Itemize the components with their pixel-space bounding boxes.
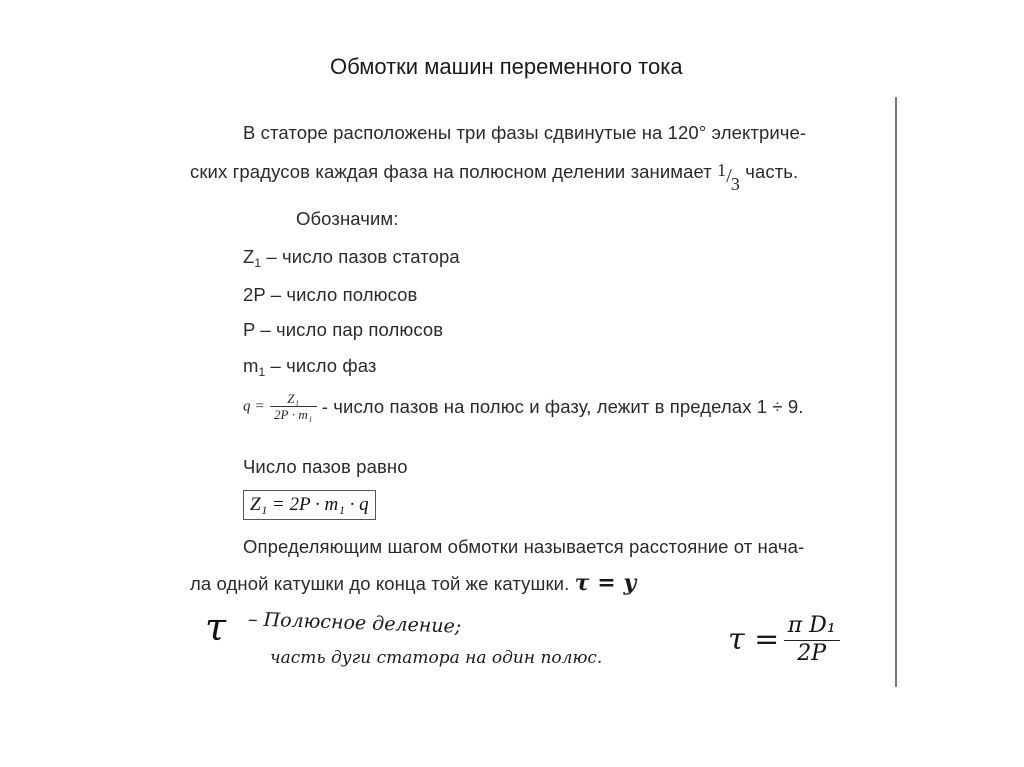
handwritten-arc-part: часть дуги статора на один полюс. — [270, 648, 603, 668]
tau-formula-numerator: π D₁ — [784, 612, 840, 641]
def-z1 — [243, 246, 460, 270]
q-denominator: 2P · m₁ — [273, 407, 313, 422]
q-description: - число пазов на полюс и фазу, лежит в пределах 1 ÷ 9. — [321, 396, 804, 417]
para1-line2-end: часть. — [745, 161, 799, 182]
handwritten-tau-equals-y: τ = y — [574, 570, 637, 596]
m1-text: – число фаз — [265, 355, 377, 376]
def-p: P – число пар полюсов — [243, 319, 444, 340]
page-edge-line — [895, 97, 897, 687]
def-2p: 2P – число полюсов — [243, 284, 418, 305]
handwritten-tau-formula — [728, 612, 840, 667]
tau-formula-lhs: τ = — [728, 622, 780, 657]
one-third-fraction: 1/3 — [717, 160, 740, 194]
pitch-line1: Определяющим шагом обмотки называется расстояние от нача- — [243, 536, 805, 557]
tau-formula-fraction — [784, 612, 840, 667]
slots-label: Число пазов равно — [243, 456, 408, 477]
z1-symbol: Z — [243, 246, 255, 267]
para1-line1: В статоре расположены три фазы сдвинутые на 120° электриче- — [243, 122, 807, 143]
para1-line2-text: ских градусов каждая фаза на полюсном делении занимает — [190, 161, 712, 182]
q-definition — [243, 392, 804, 422]
para1-line2 — [190, 160, 798, 195]
handwritten-pole-division: – Полюсное деление; — [247, 608, 462, 638]
denote-heading: Обозначим: — [296, 208, 399, 229]
def-m1 — [243, 355, 377, 379]
q-numerator: Z₁ — [270, 392, 317, 407]
z1-subscript: 1 — [254, 256, 262, 270]
fraction-denominator: 3 — [730, 174, 740, 194]
z1-text: – число пазов статора — [261, 246, 460, 267]
tau-formula-denominator: 2P — [797, 641, 827, 666]
m1-symbol: m — [243, 355, 259, 376]
fraction-numerator: 1 — [717, 160, 727, 180]
pitch-line2-text: ла одной катушки до конца той же катушки. — [190, 573, 570, 594]
q-fraction — [270, 392, 317, 422]
slots-formula-box — [243, 490, 376, 520]
slide-title: Обмотки машин переменного тока — [330, 54, 683, 79]
handwritten-tau: τ — [205, 605, 227, 649]
q-lhs: q = — [243, 398, 265, 415]
pitch-line2 — [190, 570, 636, 596]
m1-subscript: 1 — [258, 365, 266, 379]
slots-formula: Z₁ = 2P · m₁ · q — [243, 490, 376, 520]
